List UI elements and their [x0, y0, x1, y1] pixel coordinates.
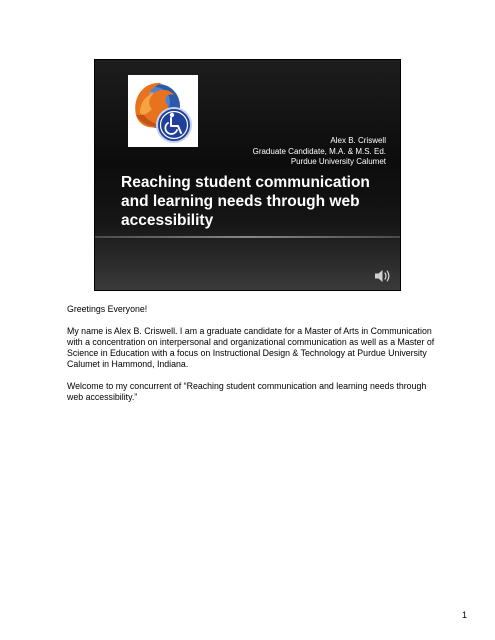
author-affiliation: Purdue University Calumet: [290, 157, 386, 166]
speaker-notes: [67, 304, 437, 414]
author-credentials: Graduate Candidate, M.A. & M.S. Ed.: [252, 146, 386, 156]
notes-greeting: Greetings Everyone!: [67, 304, 148, 314]
page-number: 1: [461, 610, 467, 620]
speaker-audio-icon[interactable]: [374, 268, 392, 284]
notes-welcome: Welcome to my concurrent of “Reaching student communication and learning needs through web accessibility.”: [67, 381, 427, 402]
logo-image: [128, 75, 198, 147]
author-block: [253, 136, 386, 168]
slide-title: Reaching student communication and learning needs through web accessibility: [121, 174, 370, 229]
slide-thumbnail: [95, 60, 400, 290]
author-name: Alex B. Criswell: [330, 136, 386, 145]
notes-intro: My name is Alex B. Criswell. I am a graduate candidate for a Master of Arts in Communication with a concentration on interpersonal and organizational communication as well as a Master of Science in Education with a focus on Instructional Design & Technology at Purdue University Calumet in Hammond, Indiana.: [67, 326, 435, 369]
accessibility-wheelchair-icon: [128, 75, 198, 147]
title-divider: [95, 236, 400, 238]
